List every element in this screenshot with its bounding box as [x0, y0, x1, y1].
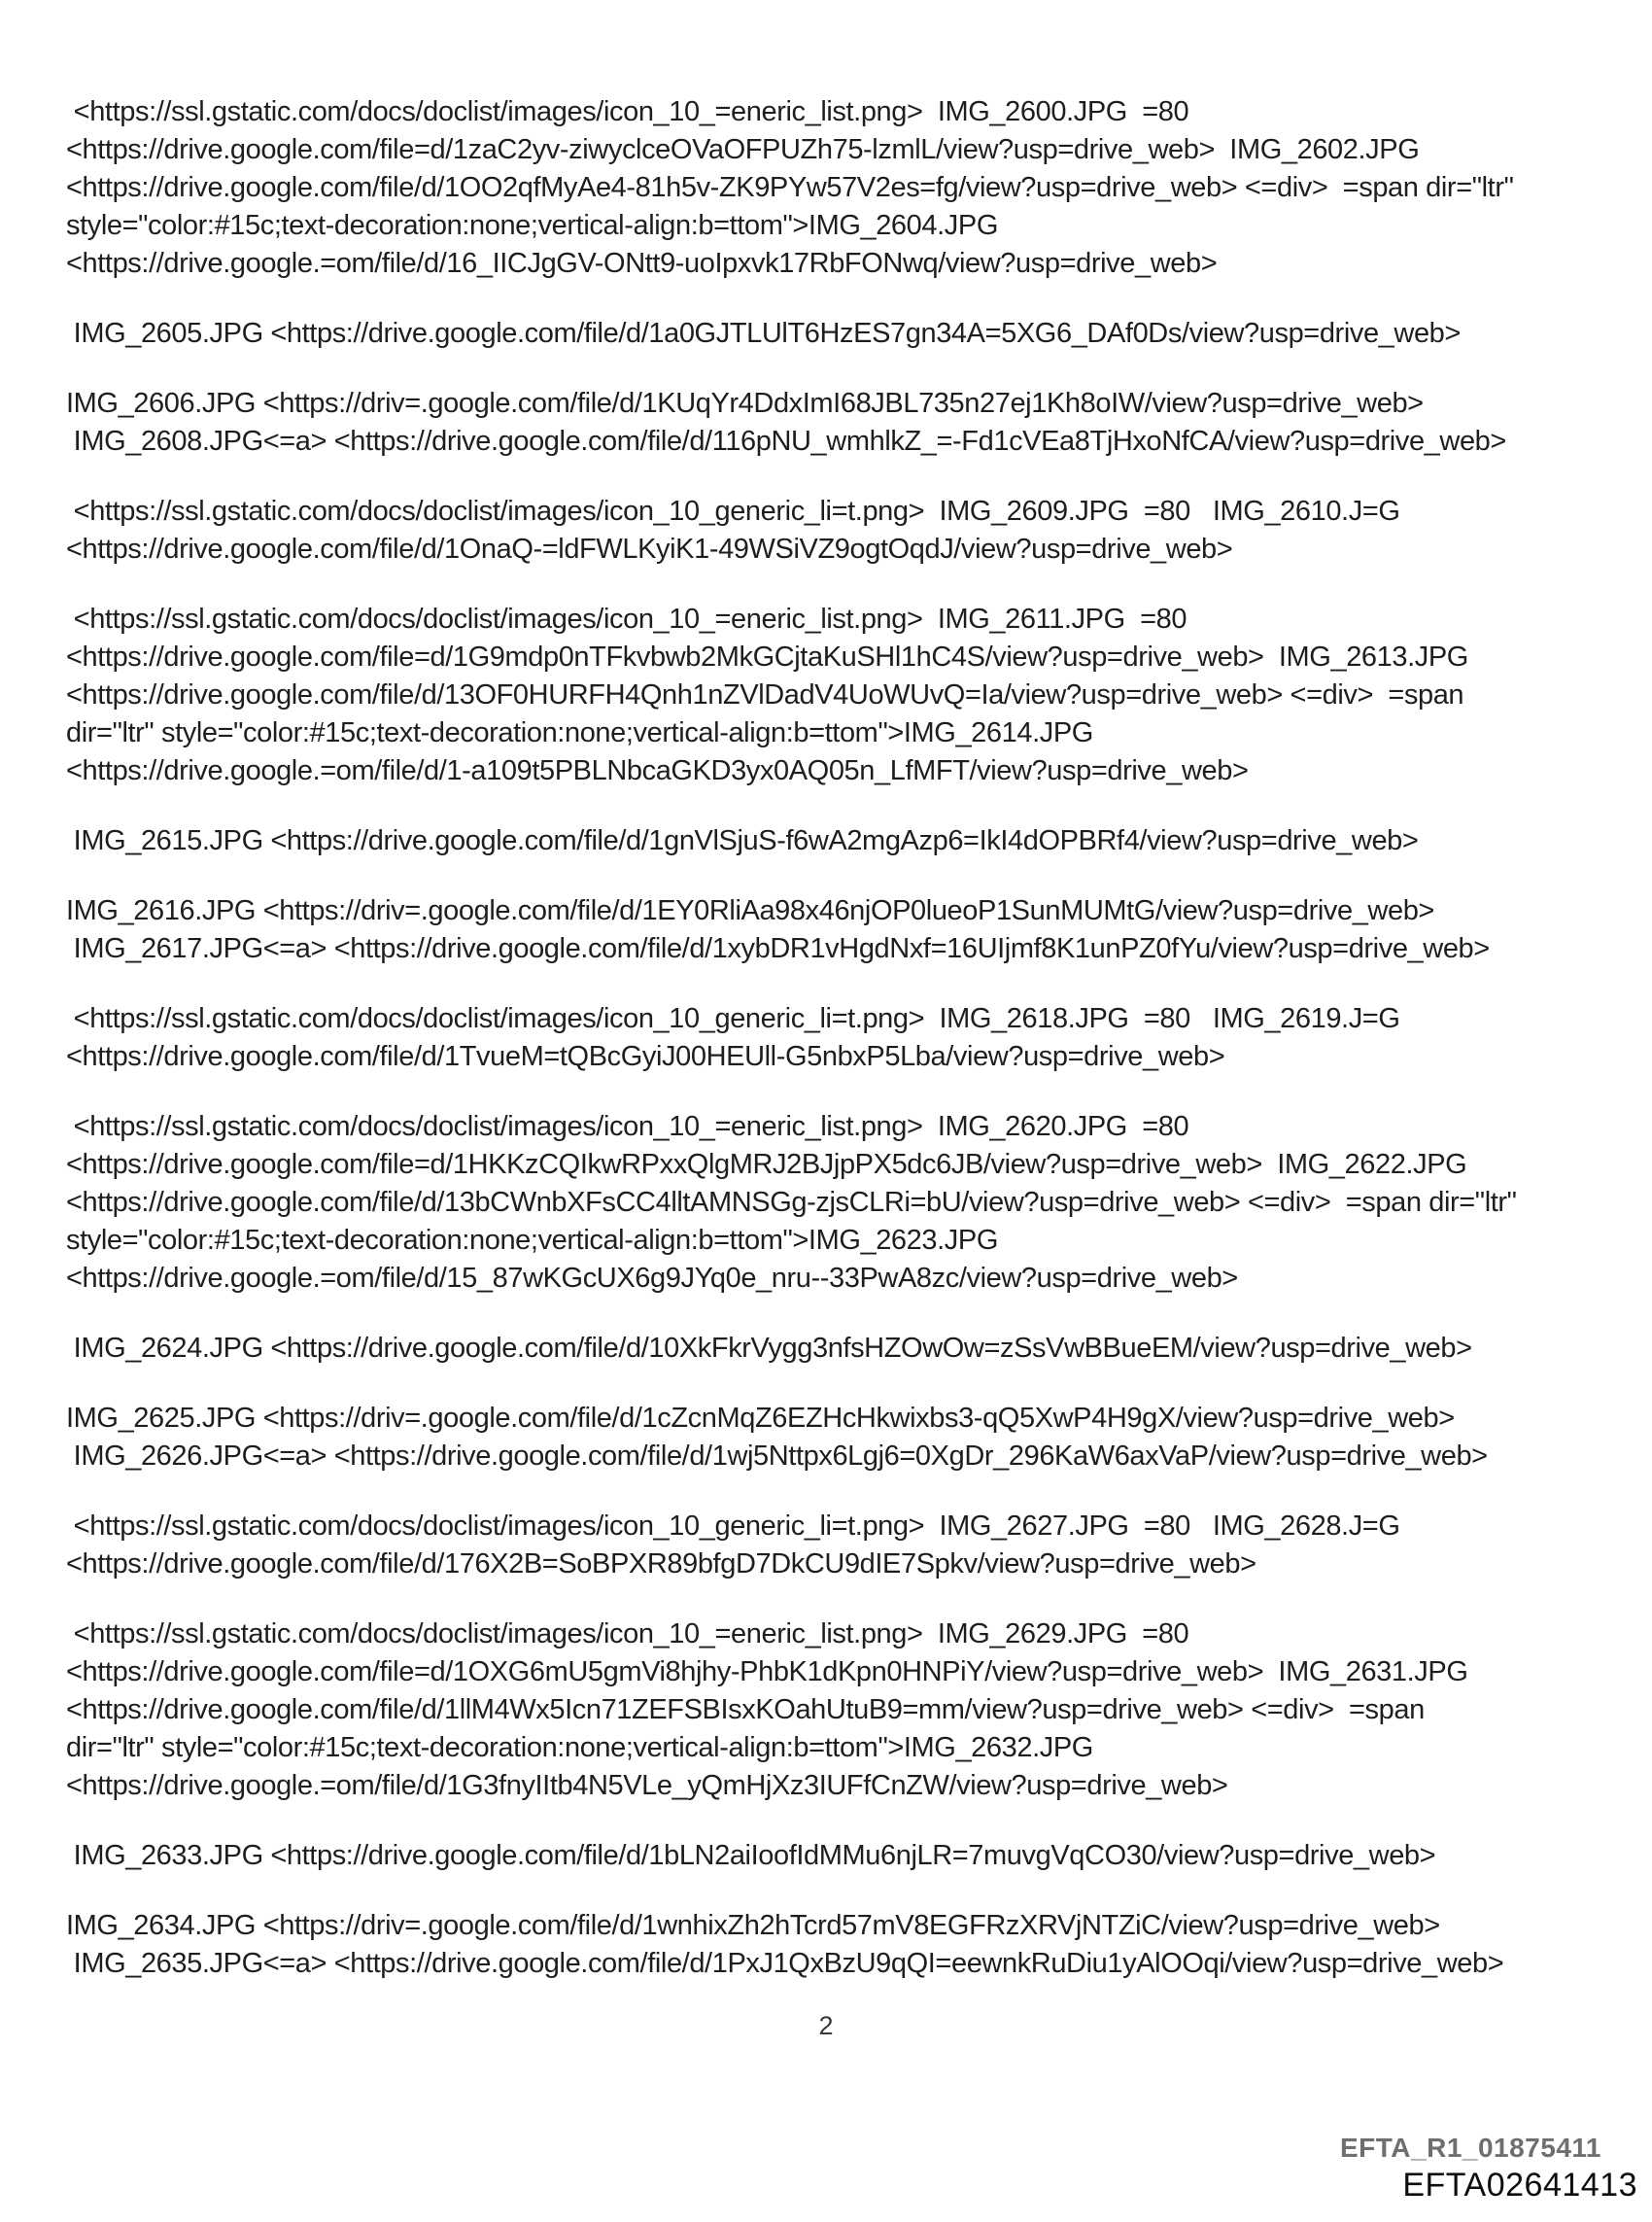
text-line: IMG_2626.JPG<=a> <https://drive.google.com/file/d/1wj5Nttpx6Lgj6=0XgDr_296KaW6axVaP/view?usp=drive_web>	[66, 1441, 1488, 1472]
paragraph	[66, 93, 1623, 283]
paragraph	[66, 493, 1623, 569]
text-line: <https://drive.google.com/file/d/13OF0HURFH4Qnh1nZVlDadV4UoWUvQ=Ia/view?usp=drive_web> <=div> =span	[66, 679, 1464, 711]
text-line: <https://ssl.gstatic.com/docs/doclist/images/icon_10_=eneric_list.png> IMG_2611.JPG =80	[66, 604, 1187, 635]
text-line: IMG_2615.JPG <https://drive.google.com/file/d/1gnVlSjuS-f6wA2mgAzp6=IkI4dOPBRf4/view?usp=drive_web>	[66, 825, 1419, 856]
text-line: <https://drive.google.com/file=d/1zaC2yv-ziwyclceOVaOFPUZh75-lzmlL/view?usp=drive_web> IMG_2602.JPG	[66, 134, 1420, 165]
text-line: <https://drive.google.=om/file/d/15_87wKGcUX6g9JYq0e_nru--33PwA8zc/view?usp=drive_web>	[66, 1263, 1238, 1294]
text-line: <https://ssl.gstatic.com/docs/doclist/images/icon_10_generic_li=t.png> IMG_2609.JPG =80 IMG_2610.J=G	[66, 496, 1400, 527]
text-line: IMG_2633.JPG <https://drive.google.com/file/d/1bLN2aiIoofIdMMu6njLR=7muvgVqCO30/view?usp=drive_web>	[66, 1840, 1436, 1871]
text-line: <https://ssl.gstatic.com/docs/doclist/images/icon_10_=eneric_list.png> IMG_2629.JPG =80	[66, 1618, 1189, 1649]
text-line: IMG_2634.JPG <https://driv=.google.com/file/d/1wnhixZh2hTcrd57mV8EGFRzXRVjNTZiC/view?usp=drive_web>	[66, 1910, 1440, 1941]
paragraph	[66, 1837, 1623, 1875]
text-line: <https://drive.google.=om/file/d/1-a109t5PBLNbcaGKD3yx0AQ05n_LfMFT/view?usp=drive_web>	[66, 755, 1249, 786]
text-line: <https://drive.google.com/file/d/176X2B=SoBPXR89bfgD7DkCU9dIE7Spkv/view?usp=drive_web>	[66, 1548, 1256, 1580]
paragraph	[66, 601, 1623, 790]
text-line: IMG_2605.JPG <https://drive.google.com/file/d/1a0GJTLUlT6HzES7gn34A=5XG6_DAf0Ds/view?usp=drive_web>	[66, 318, 1461, 349]
paragraph	[66, 1907, 1623, 1983]
text-line: <https://ssl.gstatic.com/docs/doclist/images/icon_10_generic_li=t.png> IMG_2618.JPG =80 IMG_2619.J=G	[66, 1003, 1400, 1034]
text-line: dir="ltr" style="color:#15c;text-decoration:none;vertical-align:b=ttom">IMG_2614.JPG	[66, 717, 1093, 748]
text-line: <https://drive.google.com/file/d/1TvueM=tQBcGyiJ00HEUll-G5nbxP5Lba/view?usp=drive_web>	[66, 1041, 1225, 1072]
bates-stamp-area	[1340, 2131, 1637, 2205]
paragraph	[66, 1508, 1623, 1583]
paragraph	[66, 892, 1623, 968]
text-line: dir="ltr" style="color:#15c;text-decoration:none;vertical-align:b=ttom">IMG_2632.JPG	[66, 1732, 1093, 1763]
text-line: style="color:#15c;text-decoration:none;vertical-align:b=ttom">IMG_2604.JPG	[66, 210, 998, 241]
paragraph	[66, 315, 1623, 353]
text-line: IMG_2617.JPG<=a> <https://drive.google.com/file/d/1xybDR1vHgdNxf=16UIjmf8K1unPZ0fYu/view?usp=drive_web>	[66, 933, 1490, 964]
paragraph	[66, 1108, 1623, 1298]
paragraph	[66, 1330, 1623, 1368]
text-line: IMG_2625.JPG <https://driv=.google.com/file/d/1cZcnMqZ6EZHcHkwixbs3-qQ5XwP4H9gX/view?usp=drive_web>	[66, 1403, 1455, 1434]
page-number: 2	[818, 2011, 834, 2040]
bates-stamp-production-number: EFTA_R1_01875411	[1340, 2133, 1601, 2163]
text-line: IMG_2608.JPG<=a> <https://drive.google.com/file/d/116pNU_wmhlkZ_=-Fd1cVEa8TjHxoNfCA/view?usp=drive_web>	[66, 426, 1506, 457]
bates-stamp-control-number: EFTA02641413	[1402, 2167, 1637, 2204]
text-line: <https://drive.google.com/file=d/1HKKzCQIkwRPxxQlgMRJ2BJjpPX5dc6JB/view?usp=drive_web> IMG_2622.JPG	[66, 1149, 1467, 1180]
text-line: style="color:#15c;text-decoration:none;vertical-align:b=ttom">IMG_2623.JPG	[66, 1225, 998, 1256]
paragraph	[66, 1000, 1623, 1076]
text-line: <https://drive.google.=om/file/d/1G3fnyIItb4N5VLe_yQmHjXz3IUFfCnZW/view?usp=drive_web>	[66, 1770, 1228, 1801]
text-line: <https://drive.google.com/file=d/1G9mdp0nTFkvbwb2MkGCjtaKuSHl1hC4S/view?usp=drive_web> IMG_2613.JPG	[66, 642, 1468, 673]
text-line: <https://drive.google.com/file/d/1llM4Wx5Icn71ZEFSBIsxKOahUtuB9=mm/view?usp=drive_web> <=div> =span	[66, 1694, 1425, 1725]
text-line: <https://drive.google.com/file/d/1OnaQ-=ldFWLKyiK1-49WSiVZ9ogtOqdJ/view?usp=drive_web>	[66, 534, 1233, 565]
text-line: <https://drive.google.com/file/d/13bCWnbXFsCC4lltAMNSGg-zjsCLRi=bU/view?usp=drive_web> <=div> =span dir="ltr"	[66, 1187, 1517, 1218]
text-line: IMG_2616.JPG <https://driv=.google.com/file/d/1EY0RliAa98x46njOP0lueoP1SunMUMtG/view?usp=drive_web>	[66, 895, 1434, 926]
text-line: IMG_2624.JPG <https://drive.google.com/file/d/10XkFkrVygg3nfsHZOwOw=zSsVwBBueEM/view?usp=drive_web>	[66, 1333, 1472, 1364]
text-line: <https://ssl.gstatic.com/docs/doclist/images/icon_10_=eneric_list.png> IMG_2600.JPG =80	[66, 96, 1189, 127]
text-line: IMG_2606.JPG <https://driv=.google.com/file/d/1KUqYr4DdxImI68JBL735n27ej1Kh8oIW/view?usp=drive_web>	[66, 388, 1424, 419]
paragraph	[66, 385, 1623, 461]
text-line: IMG_2635.JPG<=a> <https://drive.google.com/file/d/1PxJ1QxBzU9qQI=eewnkRuDiu1yAlOOqi/view?usp=drive_web>	[66, 1948, 1504, 1979]
paragraph	[66, 1400, 1623, 1476]
paragraph	[66, 1615, 1623, 1805]
text-line: <https://drive.google.=om/file/d/16_IICJgGV-ONtt9-uoIpxvk17RbFONwq/view?usp=drive_web>	[66, 248, 1218, 279]
text-line: <https://ssl.gstatic.com/docs/doclist/images/icon_10_generic_li=t.png> IMG_2627.JPG =80 IMG_2628.J=G	[66, 1510, 1400, 1542]
text-line: <https://drive.google.com/file=d/1OXG6mU5gmVi8hjhy-PhbK1dKpn0HNPiY/view?usp=drive_web> IMG_2631.JPG	[66, 1656, 1468, 1687]
paragraph	[66, 822, 1623, 860]
text-line: <https://ssl.gstatic.com/docs/doclist/images/icon_10_=eneric_list.png> IMG_2620.JPG =80	[66, 1111, 1189, 1142]
document-body	[66, 93, 1623, 1983]
text-line: <https://drive.google.com/file/d/1OO2qfMyAe4-81h5v-ZK9PYw57V2es=fg/view?usp=drive_web> <=div> =span dir="ltr"	[66, 172, 1514, 203]
